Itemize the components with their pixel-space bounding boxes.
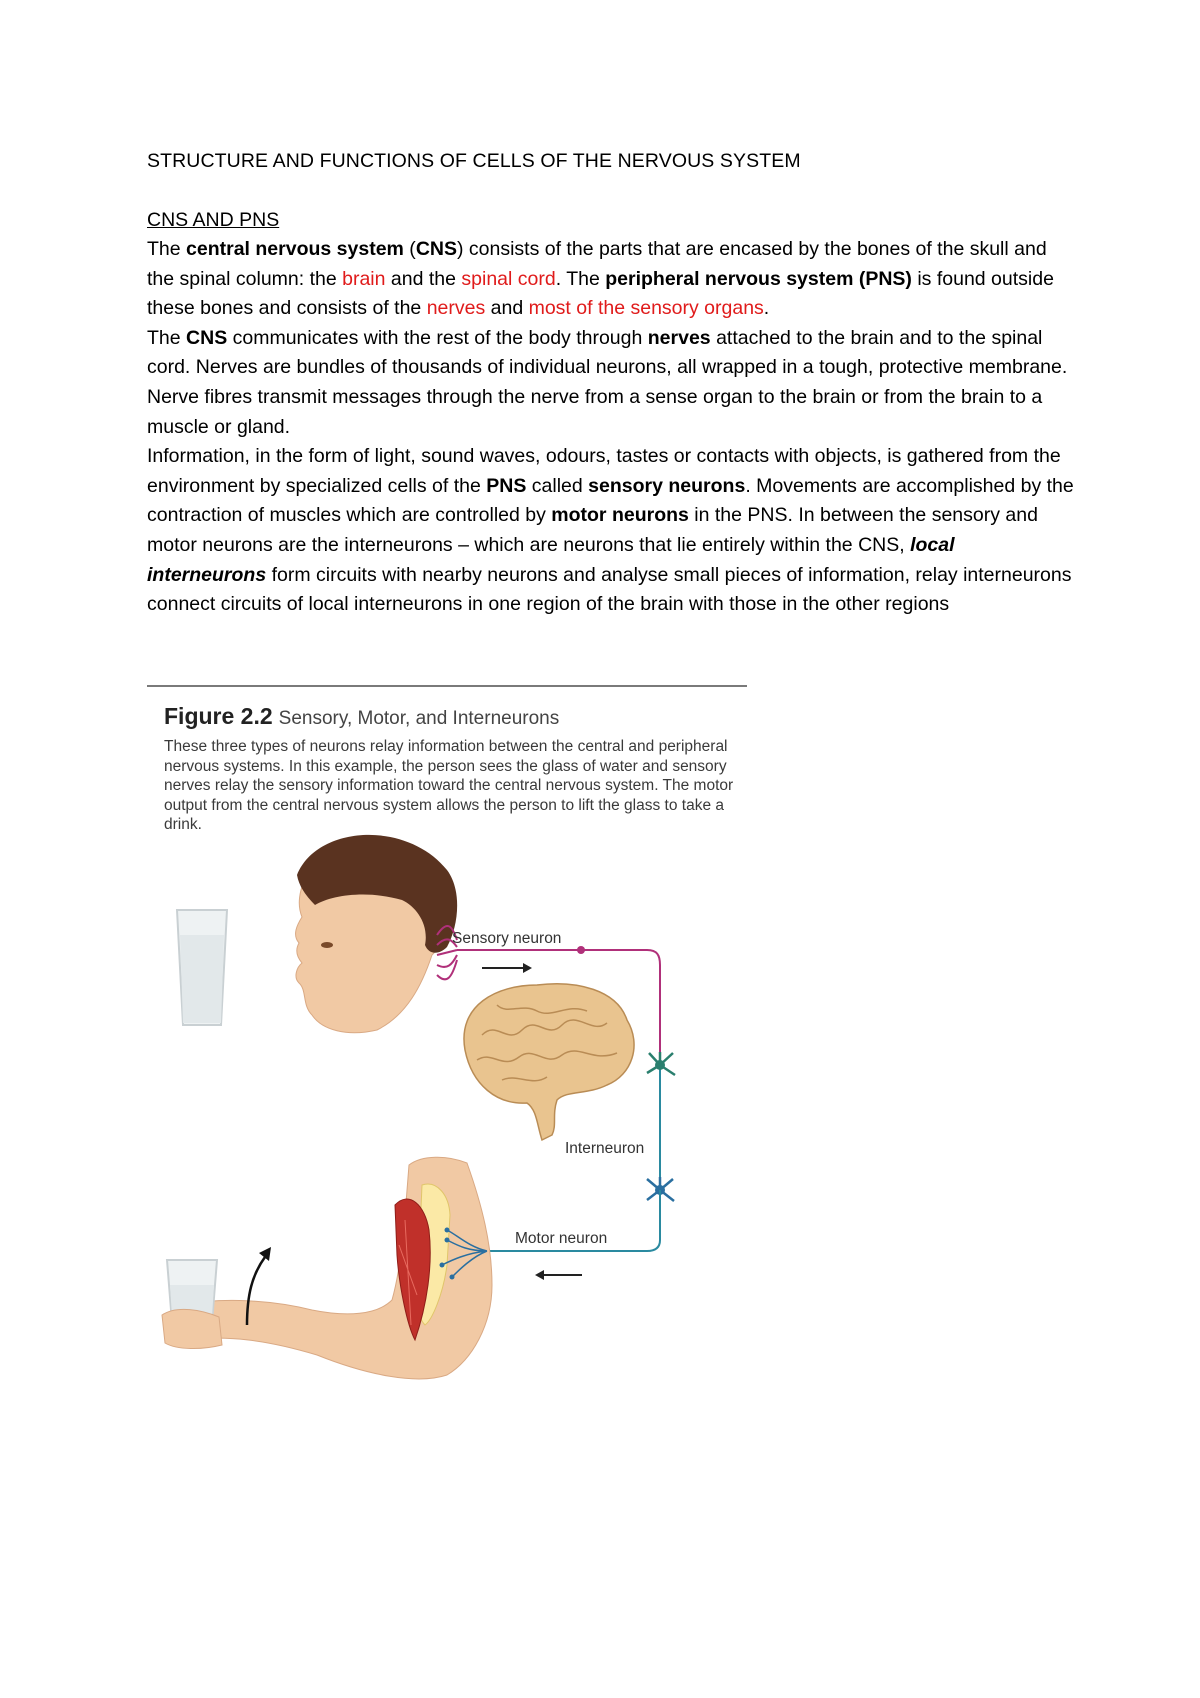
paragraph-cns-pns: The central nervous system (CNS) consists of the parts that are encased by the bones of the skull and the spinal column: the brain and the spinal cord. The peripheral nervous system (PNS) is found outside these bones and consists of the nerves and most of the sensory organs. <box>147 238 1054 320</box>
right-arrow-icon <box>482 963 532 973</box>
body-text <box>147 235 1077 620</box>
brain-icon <box>464 984 634 1140</box>
document-title: STRUCTURE AND FUNCTIONS OF CELLS OF THE NERVOUS SYSTEM <box>147 150 801 172</box>
sensory-soma <box>577 946 585 954</box>
raised-glass-icon <box>162 1260 222 1349</box>
figure-caption: These three types of neurons relay information between the central and peripheral nervous systems. In this example, the person sees the glass of water and sensory nerves relay the sensory information toward the central nervous system. The motor output from the central nervous system allows the person to lift the glass to take a drink. <box>164 738 734 834</box>
sensory-neuron-label: Sensory neuron <box>452 930 562 947</box>
water-glass-icon <box>177 910 227 1025</box>
figure-number: Figure 2.2 <box>164 703 273 729</box>
motor-neuron-label: Motor neuron <box>515 1230 608 1247</box>
interneuron-label: Interneuron <box>565 1140 645 1157</box>
paragraph-nerves: The CNS communicates with the rest of the body through nerves attached to the brain and to the spinal cord. Nerves are bundles of thousands of individual neurons, all wrapped in a tough, protective membrane. Nerve fibres transmit messages through the nerve from a sense organ to the brain or from the brain to a muscle or gland. <box>147 326 1068 438</box>
arm-icon <box>182 1157 492 1379</box>
paragraph-neuron-types: Information, in the form of light, sound waves, odours, tastes or contacts with objects, is gathered from the environment by specialized cells of the PNS called sensory neurons. Movements are accomplished by the contraction of muscles which are controlled by motor neurons in the PNS. In between the sensory and motor neurons are the interneurons – which are neurons that lie entirely within the CNS, local interneurons form circuits with nearby neurons and analyse small pieces of information, relay interneurons connect circuits of local interneurons in one region of the brain with those in the other regions <box>147 445 1074 616</box>
figure-illustration <box>147 685 747 1455</box>
figure-name: Sensory, Motor, and Interneurons <box>278 708 560 729</box>
left-arrow-icon <box>535 1270 582 1280</box>
section-heading: CNS AND PNS <box>147 209 280 231</box>
figure-2-2 <box>147 685 747 1455</box>
person-head-icon <box>296 835 458 1033</box>
